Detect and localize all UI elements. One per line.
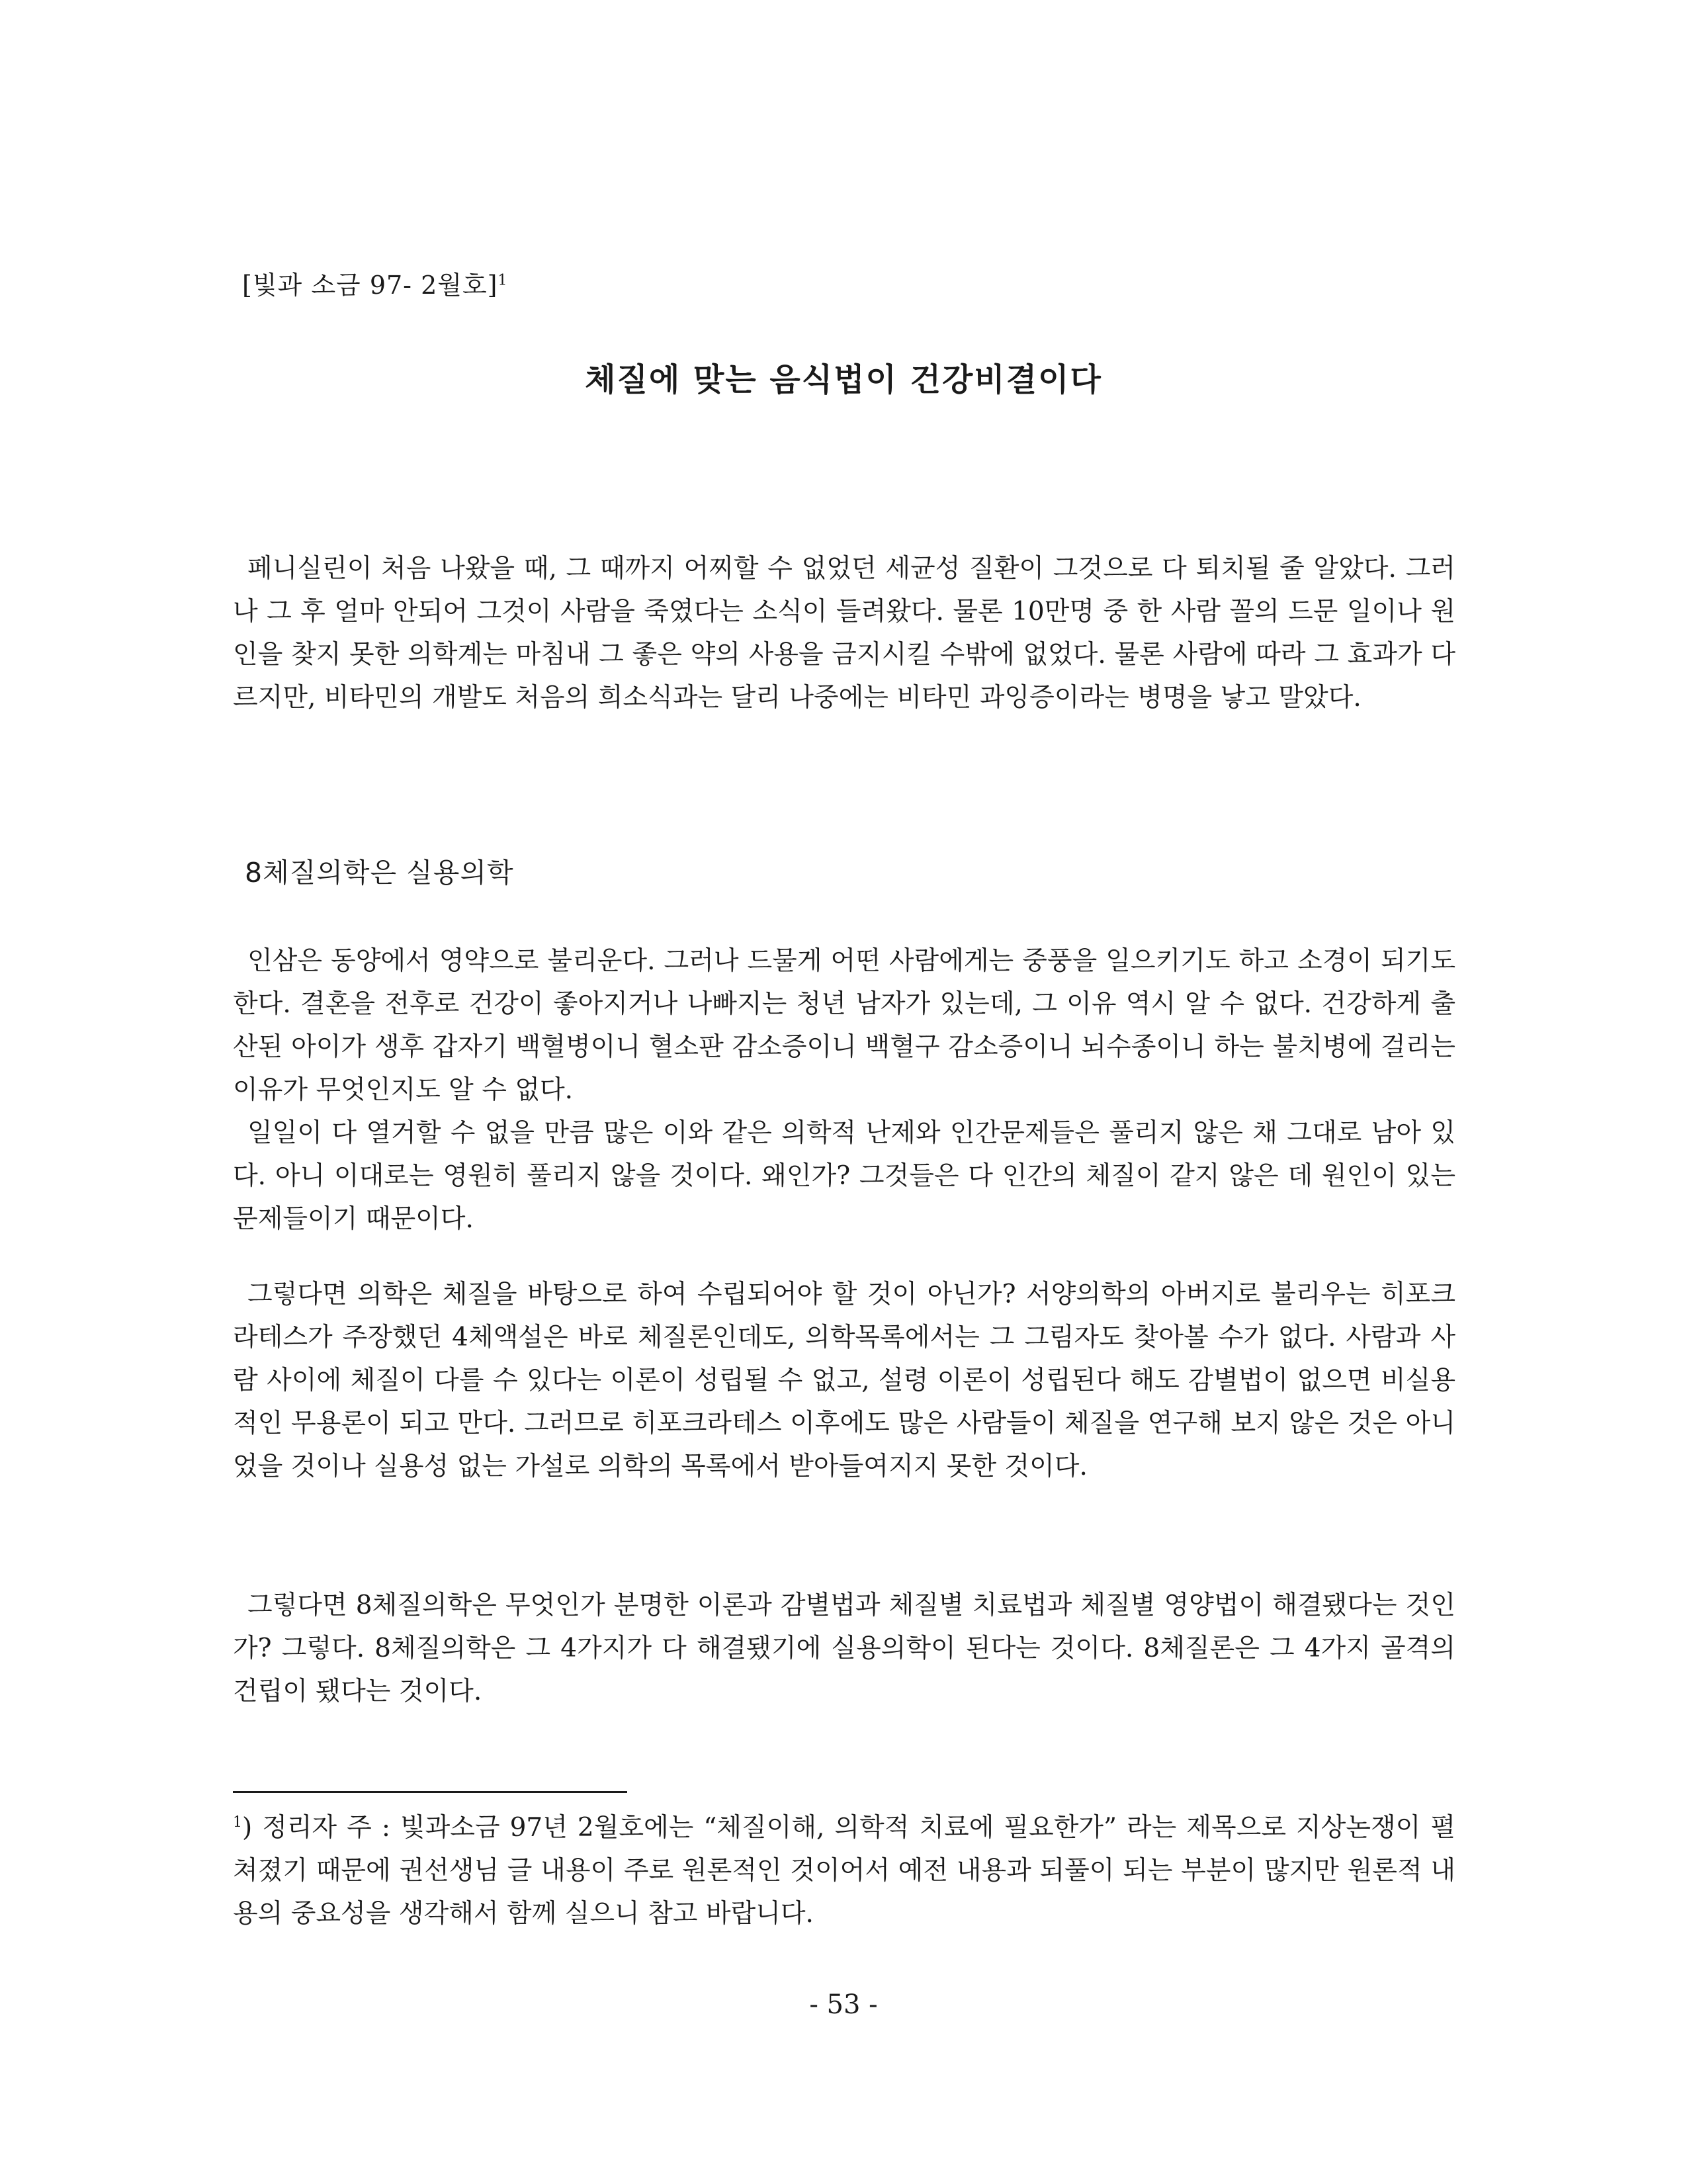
footnote-marker: 1 [233,1814,242,1831]
footnote-reference[interactable]: 1 [497,272,508,289]
source-label: [빛과 소금 97- 2월호] [242,271,498,300]
body-paragraph: 일일이 다 열거할 수 없을 만큼 많은 이와 같은 의학적 난제와 인간문제들은 풀리지 않은 채 그대로 남아 있다. 아니 이대로는 영원히 풀리지 않을 것이다. 왜인가? 그것들은 다 인간의 체질이 같지 않은 데 원인이 있는 문제들이기 때문이다. [233,1118,1455,1234]
body-paragraph: 그렇다면 의학은 체질을 바탕으로 하여 수립되어야 할 것이 아닌가? 서양의학의 아버지로 불리우는 히포크라테스가 주장했던 4체액설은 바로 체질론인데도, 의학목록에서는 그 그림자도 찾아볼 수가 없다. 사람과 사람 사이에 체질이 다를 수 있다는 이론이 성립될 수 없고, 설령 이론이 성립된다 해도 감별법이 없으면 비실용적인 무용론이 되고 만다. 그러므로 히포크라테스 이후에도 많은 사람들이 체질을 연구해 보지 않은 것은 아니었을 것이나 실용성 없는 가설로 의학의 목록에서 받아들여지지 못한 것이다. [233,1280,1455,1481]
footnote [233,1801,1455,1935]
footnote-text: ) 정리자 주 : 빛과소금 97년 2월호에는 “체질이해, 의학적 치료에 필요한가” 라는 제목으로 지상논쟁이 펼쳐졌기 때문에 권선생님 글 내용이 주로 원론적인 것이어서 예전 내용과 되풀이 되는 부분이 많지만 원론적 내용의 중요성을 생각해서 함께 실으니 참고 바랍니다. [233,1813,1455,1929]
section-block-2 [233,1273,1455,1488]
section-heading: 8체질의학은 실용의학 [245,857,514,889]
source-header [242,265,508,301]
intro-paragraph: 페니실린이 처음 나왔을 때, 그 때까지 어찌할 수 없었던 세균성 질환이 그것으로 다 퇴치될 줄 알았다. 그러나 그 후 얼마 안되어 그것이 사람을 죽였다는 소식이 들려왔다. 물론 10만명 중 한 사람 꼴의 드문 일이나 원인을 찾지 못한 의학계는 마침내 그 좋은 약의 사용을 금지시킬 수밖에 없었다. 물론 사람에 따라 그 효과가 다르지만, 비타민의 개발도 처음의 희소식과는 달리 나중에는 비타민 과잉증이라는 병명을 낳고 말았다. [233,554,1455,713]
footnote-divider [233,1791,627,1793]
article-title: 체질에 맞는 음식법이 건강비결이다 [585,361,1102,398]
page-number: - 53 - [809,1989,878,2020]
section-block-1 [233,939,1455,1241]
section-block-3 [233,1584,1455,1713]
intro-block [233,547,1455,719]
body-paragraph: 인삼은 동양에서 영약으로 불리운다. 그러나 드물게 어떤 사람에게는 중풍을 일으키기도 하고 소경이 되기도 한다. 결혼을 전후로 건강이 좋아지거나 나빠지는 청년 남자가 있는데, 그 이유 역시 알 수 없다. 건강하게 출산된 아이가 생후 갑자기 백혈병이니 혈소판 감소증이니 백혈구 감소증이니 뇌수종이니 하는 불치병에 걸리는 이유가 무엇인지도 알 수 없다. [233,946,1455,1105]
body-paragraph: 그렇다면 8체질의학은 무엇인가 분명한 이론과 감별법과 체질별 치료법과 체질별 영양법이 해결됐다는 것인가? 그렇다. 8체질의학은 그 4가지가 다 해결됐기에 실용의학이 된다는 것이다. 8체질론은 그 4가지 골격의 건립이 됐다는 것이다. [233,1591,1455,1706]
